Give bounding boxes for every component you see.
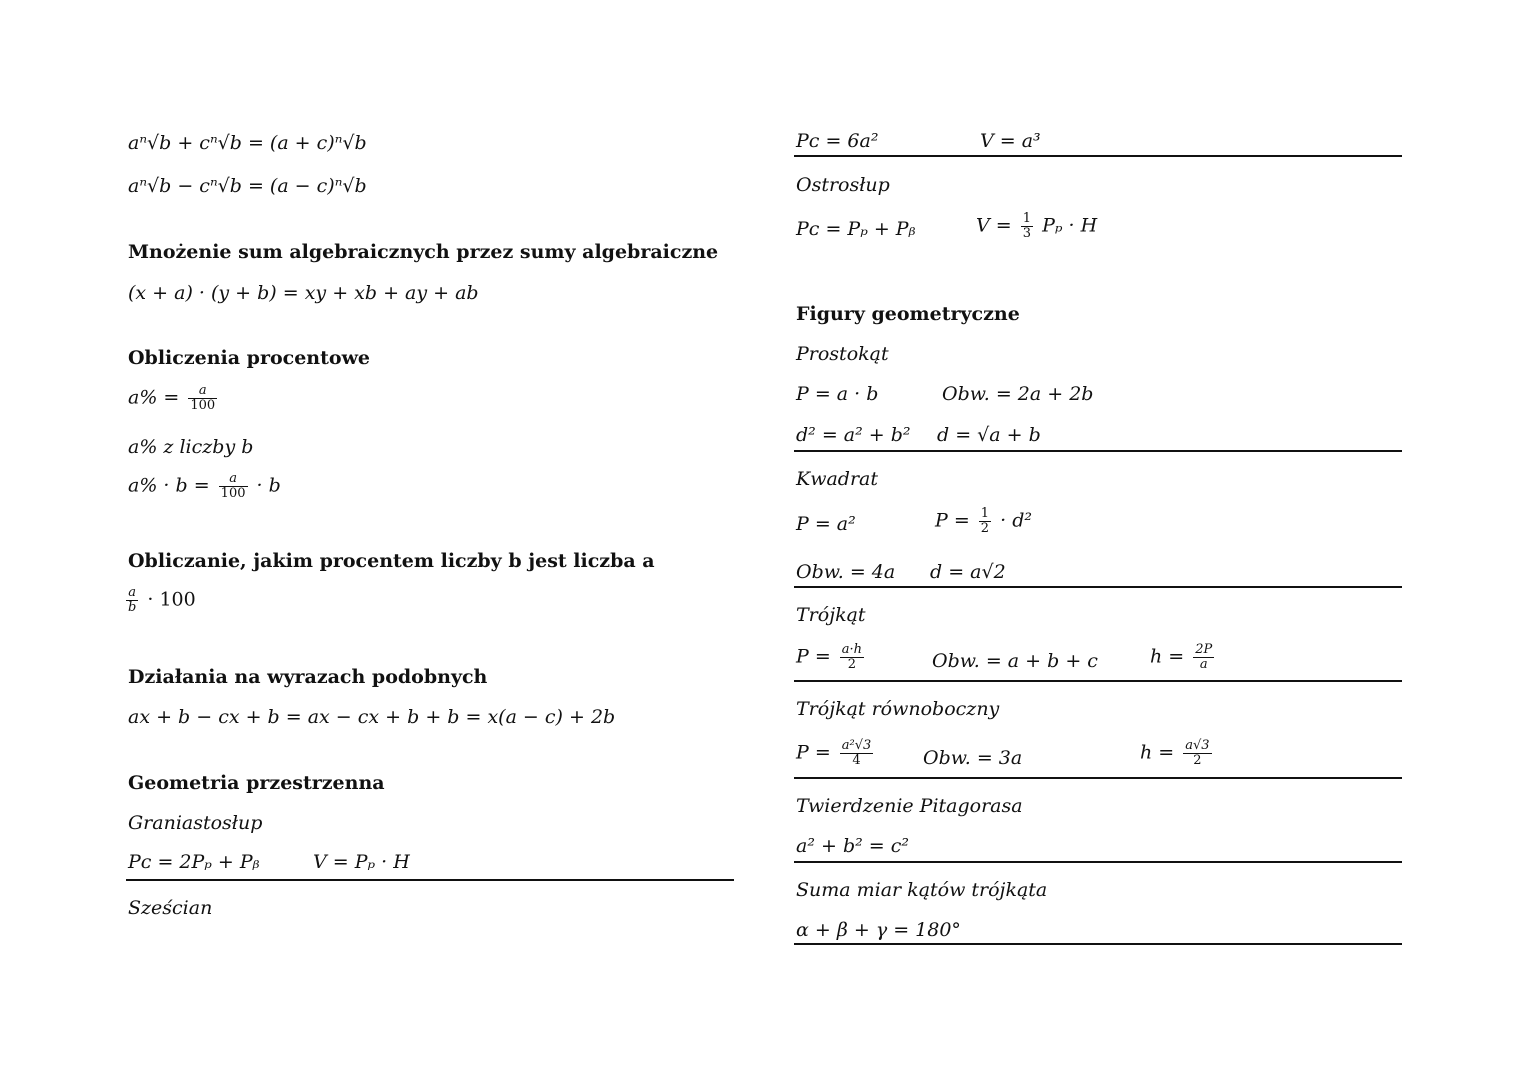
formula-triangle-area-lhs: P = <box>796 645 831 668</box>
formula-which-percent <box>126 586 196 614</box>
divider-prism <box>126 879 734 881</box>
frac-denominator: 2 <box>847 656 857 672</box>
frac-denominator: 3 <box>1022 225 1032 241</box>
frac-numerator: 1 <box>1022 211 1032 226</box>
formula-prism-volume: V = Pₚ · H <box>313 851 410 873</box>
formula-triangle-area <box>796 643 867 671</box>
divider-angle-sum <box>794 943 1402 945</box>
formula-triangle-height <box>1150 643 1217 671</box>
heading-like-terms: Działania na wyrazach podobnych <box>128 666 488 688</box>
fraction-2P-over-a <box>1193 643 1214 671</box>
formula-percent-lhs: a% = <box>128 386 180 409</box>
formula-triangle-height-lhs: h = <box>1150 645 1185 668</box>
formula-pythagoras: a² + b² = c² <box>796 835 909 857</box>
label-triangle: Trójkąt <box>796 604 866 626</box>
divider-triangle <box>794 680 1402 682</box>
label-equilateral-triangle: Trójkąt równoboczny <box>796 698 1000 720</box>
label-square: Kwadrat <box>796 468 878 490</box>
heading-solid-geometry: Geometria przestrzenna <box>128 772 385 794</box>
formula-pyramid-volume-rhs: Pₚ · H <box>1042 214 1098 237</box>
frac-numerator: a <box>219 472 248 487</box>
formula-rectangle-area: P = a · b <box>796 383 879 405</box>
frac-denominator: 100 <box>190 397 216 413</box>
formula-square-area-diagonal-rhs: · d² <box>1000 509 1032 532</box>
formula-square-area: P = a² <box>796 513 856 535</box>
formula-pyramid-area: Pᴄ = Pₚ + Pᵦ <box>796 218 916 240</box>
formula-which-percent-rhs: · 100 <box>147 588 196 611</box>
fraction-a-over-100 <box>188 384 217 412</box>
formula-cube-volume: V = a³ <box>980 130 1041 152</box>
formula-equilateral-height-lhs: h = <box>1140 741 1175 764</box>
formula-like-terms: ax + b − cx + b = ax − cx + b + b = x(a − c) + 2b <box>128 706 616 728</box>
formula-angle-sum: α + β + γ = 180° <box>796 919 961 941</box>
label-pythagoras: Twierdzenie Pitagorasa <box>796 795 1023 817</box>
formula-rectangle-diagonal-squared: d² = a² + b² <box>796 424 911 446</box>
formula-root-sub: aⁿ√b − cⁿ√b = (a − c)ⁿ√b <box>128 175 367 197</box>
formula-equilateral-area <box>796 739 876 767</box>
heading-geometric-figures: Figury geometryczne <box>796 303 1020 325</box>
formula-percent-times-b <box>128 472 281 500</box>
text-percent-of-number: a% z liczby b <box>128 436 254 458</box>
formula-rectangle-diagonal: d = √a + b <box>937 424 1041 446</box>
divider-rectangle <box>794 450 1402 452</box>
formula-square-diagonal: d = a√2 <box>930 561 1006 583</box>
label-angle-sum: Suma miar kątów trójkąta <box>796 879 1048 901</box>
formula-equilateral-perimeter: Obw. = 3a <box>923 747 1023 769</box>
formula-equilateral-area-lhs: P = <box>796 741 831 764</box>
formula-pyramid-volume-lhs: V = <box>976 214 1012 237</box>
heading-percent: Obliczenia procentowe <box>128 347 371 369</box>
frac-denominator: 100 <box>220 485 246 501</box>
frac-numerator: 2P <box>1195 642 1213 657</box>
divider-pythagoras <box>794 861 1402 863</box>
frac-numerator: a²√3 <box>841 738 872 753</box>
frac-denominator: 4 <box>852 752 861 768</box>
fraction-a-over-100-b <box>219 472 248 500</box>
fraction-one-half <box>979 507 991 535</box>
fraction-asqrt3-over-2 <box>1183 739 1211 767</box>
frac-denominator: 2 <box>1193 752 1202 768</box>
heading-multiply-sums: Mnożenie sum algebraicznych przez sumy algebraiczne <box>128 241 719 263</box>
formula-root-add: aⁿ√b + cⁿ√b = (a + c)ⁿ√b <box>128 132 367 154</box>
formula-prism-area: Pᴄ = 2Pₚ + Pᵦ <box>128 851 260 873</box>
formula-multiply-sums: (x + a) · (y + b) = xy + xb + ay + ab <box>128 282 479 304</box>
formula-square-area-diagonal <box>935 507 1032 535</box>
fraction-one-third <box>1021 212 1033 240</box>
formula-rectangle-perimeter: Obw. = 2a + 2b <box>942 383 1094 405</box>
formula-percent-b-lhs: a% · b = <box>128 474 210 497</box>
frac-denominator: a <box>1199 656 1208 672</box>
label-rectangle: Prostokąt <box>796 343 889 365</box>
formula-percent <box>128 384 220 412</box>
formula-cube-area: Pᴄ = 6a² <box>796 130 879 152</box>
frac-numerator: a√3 <box>1185 738 1210 753</box>
label-prism: Graniastosłup <box>128 812 263 834</box>
label-pyramid: Ostrosłup <box>796 174 890 196</box>
frac-denominator: 2 <box>980 520 990 536</box>
formula-percent-b-rhs: · b <box>256 474 281 497</box>
fraction-a2sqrt3-over-4 <box>840 739 874 767</box>
formula-square-perimeter: Obw. = 4a <box>796 561 896 583</box>
formula-equilateral-height <box>1140 739 1215 767</box>
heading-which-percent: Obliczanie, jakim procentem liczby b jest liczba a <box>128 550 655 572</box>
formula-triangle-perimeter: Obw. = a + b + c <box>932 650 1098 672</box>
fraction-ah-over-2 <box>840 643 864 671</box>
frac-denominator: b <box>128 599 137 615</box>
divider-equilateral <box>794 777 1402 779</box>
fraction-a-over-b <box>126 586 138 614</box>
frac-numerator: 1 <box>980 506 990 521</box>
frac-numerator: a <box>126 586 138 601</box>
label-cube: Sześcian <box>128 897 213 919</box>
formula-square-area-diagonal-lhs: P = <box>935 509 970 532</box>
formula-pyramid-volume <box>976 212 1097 240</box>
divider-cube <box>794 155 1402 157</box>
divider-square <box>794 586 1402 588</box>
frac-numerator: a <box>188 384 217 399</box>
frac-numerator: a·h <box>841 642 863 657</box>
